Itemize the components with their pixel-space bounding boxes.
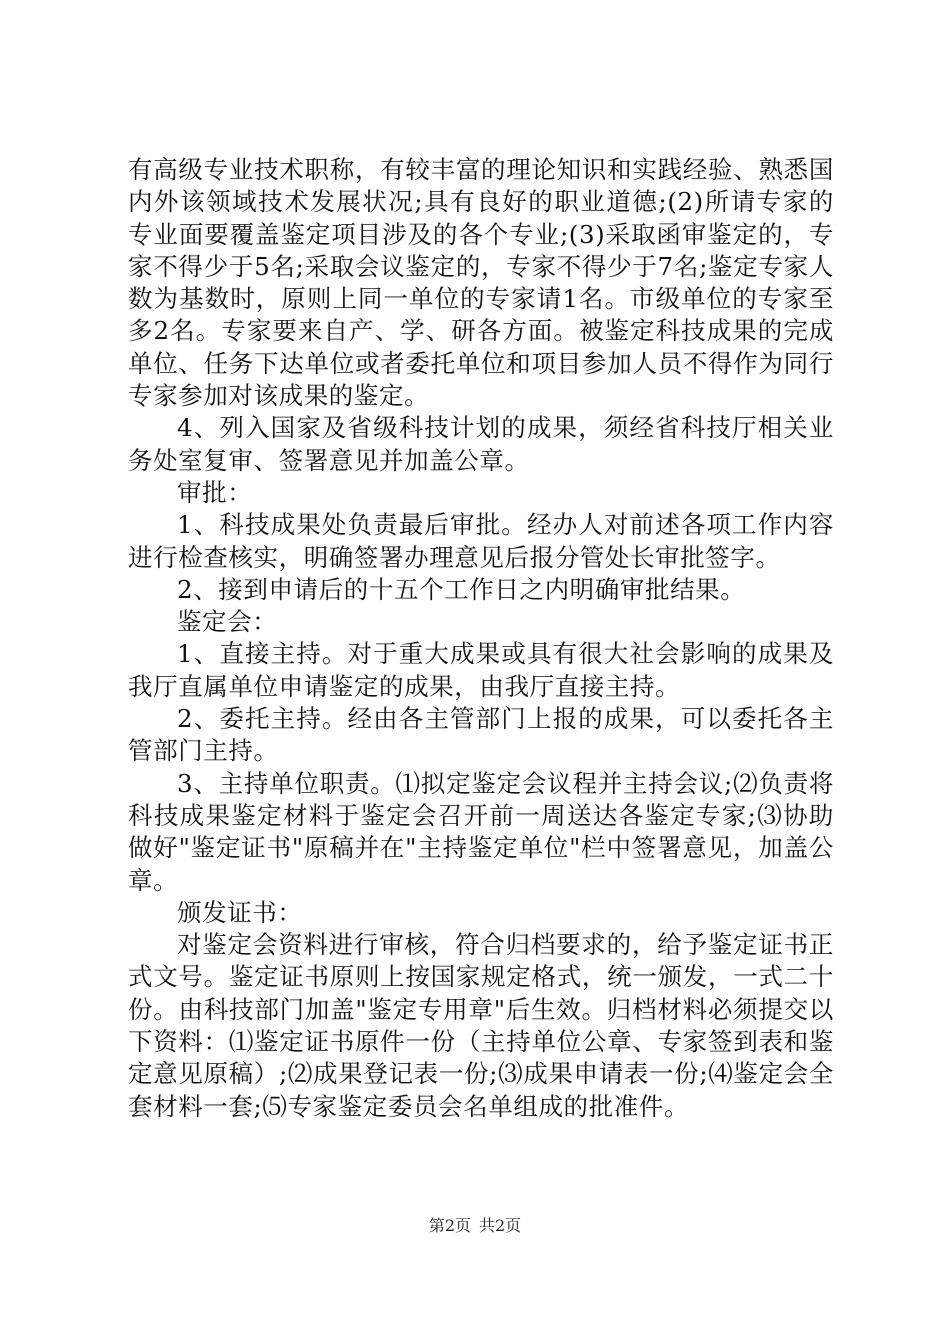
document-body — [128, 154, 834, 1123]
page-footer — [0, 1216, 950, 1236]
heading-approval: 审批： — [177, 477, 253, 507]
paragraph-approval-2: 2、接到申请后的十五个工作日之内明确审批结果。 — [177, 574, 746, 604]
paragraph-approval-1: 1、科技成果处负责最后审批。经办人对前述各项工作内容进行检查核实，明确签署办理意见后报分管处长审批签字。 — [128, 510, 834, 572]
page-total: 共2页 — [479, 1216, 522, 1235]
heading-appraisal-meeting: 鉴定会： — [177, 607, 278, 637]
paragraph-provincial-review: 4、列入国家及省级科技计划的成果，须经省科技厅相关业务处室复审、签署意见并加盖公章。 — [128, 413, 834, 475]
paragraph-meeting-3: 3、主持单位职责。⑴拟定鉴定会议程并主持会议;⑵负责将科技成果鉴定材料于鉴定会召开前一周送达各鉴定专家;⑶协助做好"鉴定证书"原稿并在"主持鉴定单位"栏中签署意见，加盖公章。 — [128, 768, 834, 895]
page-number: 第2页 — [428, 1216, 471, 1235]
paragraph-expert-requirements: 有高级专业技术职称，有较丰富的理论知识和实践经验、熟悉国内外该领域技术发展状况;具有良好的职业道德;(2)所请专家的专业面要覆盖鉴定项目涉及的各个专业;(3)采取函审鉴定的，专家不得少于5名;采取会议鉴定的，专家不得少于7名;鉴定专家人数为基数时，原则上同一单位的专家请1名。市级单位的专家至多2名。专家要来自产、学、研各方面。被鉴定科技成果的完成单位、任务下达单位或者委托单位和项目参加人员不得作为同行专家参加对该成果的鉴定。 — [128, 155, 834, 411]
paragraph-certificate: 对鉴定会资料进行审核，符合归档要求的，给予鉴定证书正式文号。鉴定证书原则上按国家规定格式，统一颁发，一式二十份。由科技部门加盖"鉴定专用章"后生效。归档材料必须提交以下资料：⑴鉴定证书原件一份（主持单位公章、专家签到表和鉴定意见原稿）;⑵成果登记表一份;⑶成果申请表一份;⑷鉴定会全套材料一套;⑸专家鉴定委员会名单组成的批准件。 — [128, 930, 834, 1121]
paragraph-meeting-2: 2、委托主持。经由各主管部门上报的成果，可以委托各主管部门主持。 — [128, 704, 834, 766]
paragraph-meeting-1: 1、直接主持。对于重大成果或具有很大社会影响的成果及我厅直属单位申请鉴定的成果，由我厅直接主持。 — [128, 639, 834, 701]
heading-certificate: 颁发证书： — [177, 897, 303, 927]
